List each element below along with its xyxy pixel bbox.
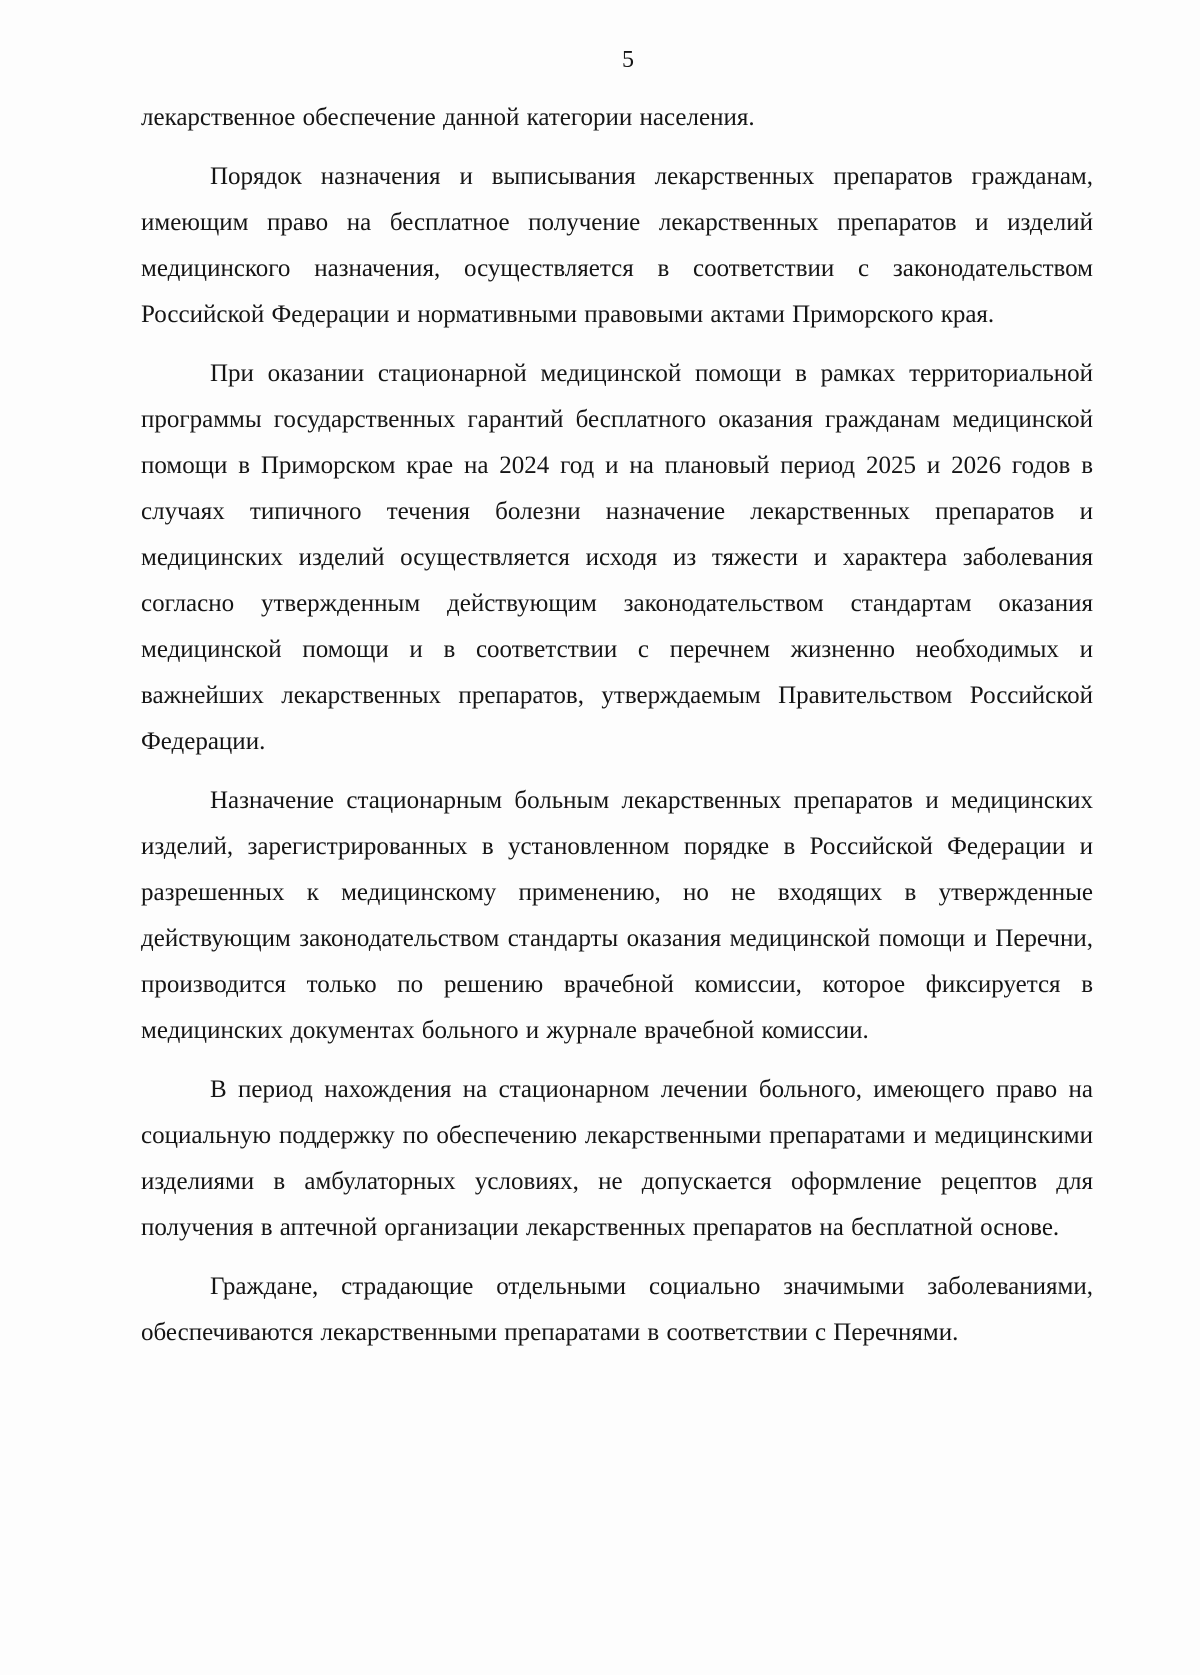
document-body: [141, 95, 1093, 1369]
paragraph-prescription-order: Порядок назначения и выписывания лекарственных препаратов гражданам, имеющим право на бесплатное получение лекарственных препаратов и изделий медицинского назначения, осуществляется в соответствии с законодательством Российской Федерации и нормативными правовыми актами Приморского края.: [141, 163, 1093, 328]
paragraph-continuation: лекарственное обеспечение данной категории населения.: [141, 104, 755, 131]
page-number: 5: [622, 47, 634, 73]
paragraph-socially-significant-diseases: Граждане, страдающие отдельными социально значимыми заболеваниями, обеспечиваются лекарственными препаратами в соответствии с Перечнями.: [141, 1273, 1093, 1346]
paragraph-inpatient-care: При оказании стационарной медицинской помощи в рамках территориальной программы государственных гарантий бесплатного оказания гражданам медицинской помощи в Приморском крае на 2024 год и на плановый период 2025 и 2026 годов в случаях типичного течения болезни назначение лекарственных препаратов и медицинских изделий осуществляется исходя из тяжести и характера заболевания согласно утвержденным действующим законодательством стандартам оказания медицинской помощи и в соответствии с перечнем жизненно необходимых и важнейших лекарственных препаратов, утверждаемым Правительством Российской Федерации.: [141, 360, 1093, 755]
paragraph-inpatient-prescriptions: В период нахождения на стационарном лечении больного, имеющего право на социальную поддержку по обеспечению лекарственными препаратами и медицинскими изделиями в амбулаторных условиях, не допускается оформление рецептов для получения в аптечной организации лекарственных препаратов на бесплатной основе.: [141, 1076, 1093, 1241]
paragraph-medical-commission: Назначение стационарным больным лекарственных препаратов и медицинских изделий, зарегистрированных в установленном порядке в Российской Федерации и разрешенных к медицинскому применению, но не входящих в утвержденные действующим законодательством стандарты оказания медицинской помощи и Перечни, производится только по решению врачебной комиссии, которое фиксируется в медицинских документах больного и журнале врачебной комиссии.: [141, 787, 1093, 1044]
